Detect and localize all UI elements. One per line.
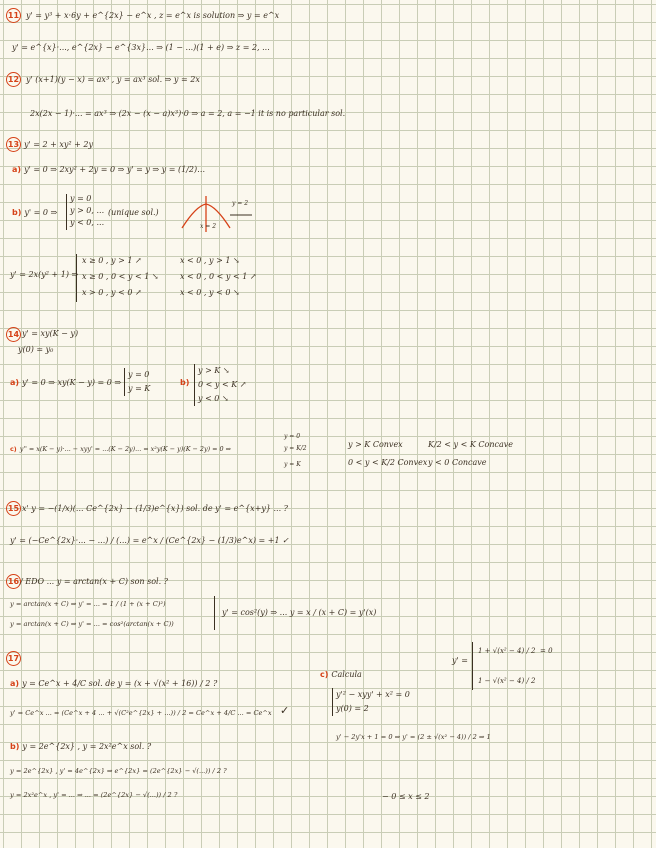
exercise-14-part-c xyxy=(10,444,231,454)
part-c-label: c) xyxy=(10,445,17,453)
exercise-number-17: 17 xyxy=(6,651,21,666)
side-result-top: 1 + √(x² − 4) / 2 xyxy=(478,647,536,655)
part-a-brace xyxy=(124,368,125,396)
part-c-text: Calcula xyxy=(331,670,362,679)
part-c-col1-row2: x ≥ 0 , 0 < y < 1 ↘ xyxy=(82,272,159,281)
exercise-number-12: 12 xyxy=(6,72,21,87)
exercise-number-13: 13 xyxy=(6,137,21,152)
exercise-12-line-1: y' (x+1)(y − x) = ax³ , y = ax³ sol. ⇒ y = 2x xyxy=(26,75,200,84)
concavity-2: K/2 < y < K Concave xyxy=(428,440,513,449)
exercise-17-bottom-note: − 0 ≤ x ≤ 2 xyxy=(382,792,430,801)
exercise-17-part-c xyxy=(320,670,362,680)
exercise-17-part-a xyxy=(10,679,217,689)
exercise-number-16: 16 xyxy=(6,574,21,589)
part-b-case-2: 0 < y < K ↗ xyxy=(198,380,247,389)
exercise-16-title: / EDO ... y = arctan(x + C) son sol. ? xyxy=(20,577,168,586)
part-b-case-3: y < 0 ↘ xyxy=(198,394,229,403)
exercise-17-part-b-line-1: y = 2e^{2x} , y' = 4e^{2x} ⇒ e^{2x} = (2e^{2x} − √(...)) / 2 ? xyxy=(10,767,227,775)
part-c-root-2: y = K/2 xyxy=(284,445,307,452)
part-c-col2-row2: x < 0 , 0 < y < 1 ↗ xyxy=(180,272,257,281)
exercise-11-line-1: y' = y³ + x·6y + e^{2x} − e^x , z = e^x is solution ⇒ y = e^x xyxy=(26,11,280,20)
exercise-16-line-1: y = arctan(x + C) ⇒ y' = ... = 1 / (1 + (x + C)²) xyxy=(10,600,166,608)
part-a-case-1: y = 0 xyxy=(128,370,150,379)
part-a-label: a) xyxy=(10,679,20,688)
exercise-13-part-b xyxy=(12,208,57,218)
part-c-root-1: y = 0 xyxy=(284,433,301,440)
exercise-16-brace xyxy=(214,596,215,630)
part-a-text: y' = 0 ⇒ 2xy² + 2y = 0 ⇒ y' = y ⇒ y = (1/2)… xyxy=(24,165,206,174)
part-a-label: a) xyxy=(10,378,20,387)
concavity-4: y < 0 Concave xyxy=(428,458,487,467)
sketch-label-bottom: x = 2 xyxy=(200,223,217,230)
concavity-3: 0 < y < K/2 Convex xyxy=(348,458,428,467)
part-b-text: y' = 0 ⇒ xyxy=(24,208,58,217)
exercise-17-part-b-line-2: y = 2x²e^x , y' = ... ⇒ ... = (2e^{2x} − √(...)) / 2 ? xyxy=(10,791,178,799)
part-c-label: c) xyxy=(320,670,329,679)
exercise-13-part-c-lead: y' = 2x(y² + 1) ⇒ xyxy=(10,270,79,279)
part-c-system-1: y'² − xyy' + x² = 0 xyxy=(336,690,410,699)
part-c-col1-row1: x ≥ 0 , y > 1 ↗ xyxy=(82,256,142,265)
part-a-text: y = Ce^x + 4/C sol. de y = (x + √(x² + 16)) / 2 ? xyxy=(22,679,218,688)
side-result-bottom: 1 − √(x² − 4) / 2 xyxy=(478,677,536,685)
checkmark-icon: ✓ xyxy=(280,704,290,717)
exercise-14-part-b-label xyxy=(180,378,192,388)
part-b-note: (unique sol.) xyxy=(108,208,159,217)
part-b-case-2: y > 0, ... xyxy=(70,206,105,215)
side-result-brace xyxy=(472,642,473,690)
part-c-text: y'' = x(K − y)·... − xyy' = ...(K − 2y)... = x²y(K − y)(K − 2y) = 0 ⇒ xyxy=(19,445,231,453)
part-a-text: y' = 0 ⇒ xy(K − y) = 0 ⇒ xyxy=(22,378,122,387)
exercise-13-title: y' = 2 + xy² + 2y xyxy=(24,140,94,149)
concavity-1: y > K Convex xyxy=(348,440,403,449)
exercise-number-14: 14 xyxy=(6,327,21,342)
exercise-number-15: 15 xyxy=(6,501,21,516)
side-result-note: = 0 xyxy=(540,647,553,655)
exercise-number-11: 11 xyxy=(6,8,21,23)
exercise-17-part-a-line-2: y' = Ce^x ... = (Ce^x + 4 ... + √(C²e^{2x} + ...)) / 2 = Ce^x + 4/C ... = Ce^x xyxy=(10,709,272,717)
part-c-brace xyxy=(332,688,333,716)
exercise-15-title: x' y = −(1/x)(... Ce^{2x} − (1/3)e^{x}) sol. de y' = e^{x+y} ... ? xyxy=(22,504,288,513)
part-b-case-3: y < 0, ... xyxy=(70,218,105,227)
exercise-14-title: y' = xy(K − y) xyxy=(22,329,79,338)
exercise-13-part-a xyxy=(12,165,205,175)
exercise-16-result: y' = cos²(y) ⇒ ... y = x / (x + C) = y'(x) xyxy=(222,608,377,617)
part-c-system-2: y(0) = 2 xyxy=(336,704,369,713)
exercise-14-part-a xyxy=(10,378,121,388)
part-b-brace xyxy=(194,364,195,406)
part-c-col1-row3: x > 0 , y < 0 ↗ xyxy=(82,288,142,297)
part-c-result: y' − 2y'x + 1 = 0 ⇒ y' = (2 ± √(x² − 4)) / 2 ⇒ 1 xyxy=(336,733,491,741)
exercise-11-line-2: y' = e^{x}·..., e^{2x} − e^{3x}... ⇒ (1 − ...)(1 + e) ⇒ z = 2, ... xyxy=(12,43,270,52)
part-c-root-3: y = K xyxy=(284,461,301,468)
exercise-14-subtitle: y(0) = y₀ xyxy=(18,345,54,354)
part-c-col2-row1: x < 0 , y > 1 ↘ xyxy=(180,256,240,265)
part-b-case-1: y = 0 xyxy=(70,194,92,203)
part-b-label: b) xyxy=(180,378,190,387)
part-b-label: b) xyxy=(10,742,20,751)
exercise-12-line-2: 2x(2x − 1)·... = ax³ ⇒ (2x − (x − a)x³)·0 ⇒ a = 2, a = −1 it is no particular sol. xyxy=(30,109,346,118)
exercise-17-part-b xyxy=(10,742,151,752)
part-b-case-1: y > K ↘ xyxy=(198,366,230,375)
part-a-case-2: y = K xyxy=(128,384,151,393)
part-b-text: y = 2e^{2x} , y = 2x²e^x sol. ? xyxy=(22,742,152,751)
exercise-15-line-2: y' = (−Ce^{2x}·... − ...) / (...) = e^x / (Ce^{2x} − (1/3)e^x) = +1 ✓ xyxy=(10,536,289,545)
exercise-16-line-2: y = arctan(x + C) ⇒ y' = ... = cos²(arctan(x + C)) xyxy=(10,620,174,628)
part-a-label: a) xyxy=(12,165,22,174)
part-c-col2-row3: x < 0 , y < 0 ↘ xyxy=(180,288,240,297)
part-b-brace xyxy=(66,194,67,230)
sketch-label-top: y = 2 xyxy=(232,200,249,207)
part-b-label: b) xyxy=(12,208,22,217)
part-c-brace xyxy=(76,254,77,302)
side-result-lead: y' = xyxy=(452,656,468,665)
